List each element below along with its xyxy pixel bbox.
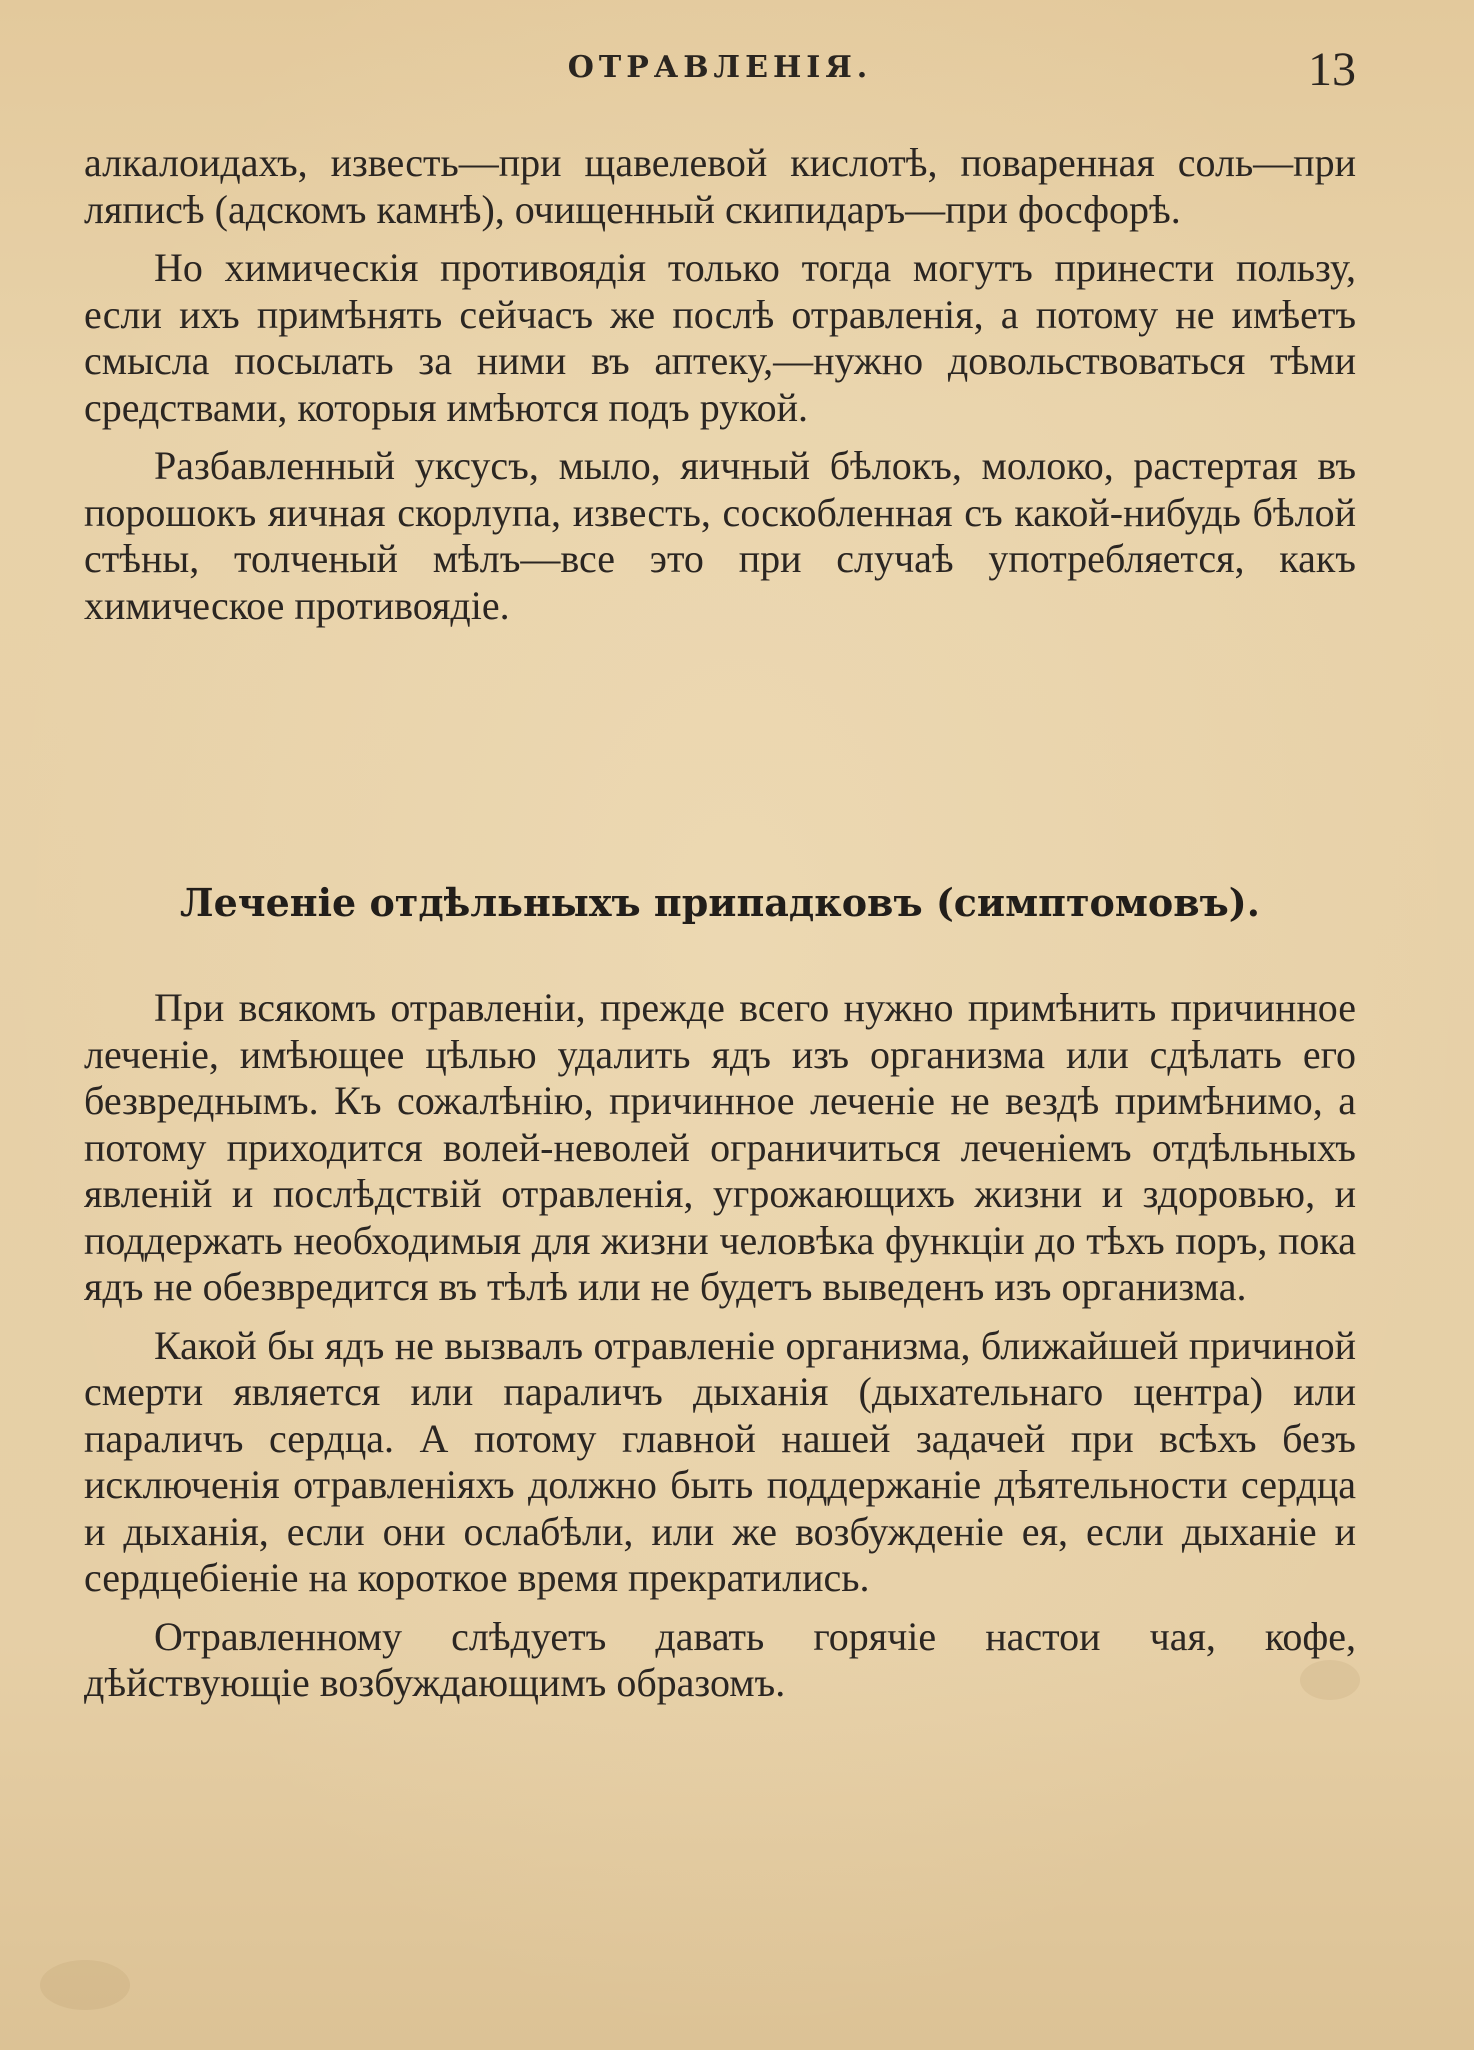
paragraph: Какой бы ядъ не вызвалъ отравленіе организма, ближайшей причиной смерти является или параличъ дыханія (дыхательнаго центра) или параличъ сердца. А потому главной нашей задачей при всѣхъ безъ исключенія отравленіяхъ должно быть поддержаніе дѣятельности сердца и дыханія, если они ослабѣли, или же возбужденіе ея, если дыханіе и сердцебіеніе на короткое время прекратились. (84, 1322, 1356, 1600)
paragraph: Отравленному слѣдуетъ давать горячіе настои чая, кофе, дѣйствующіе возбуждающимъ образомъ. (84, 1613, 1356, 1705)
paragraph: Разбавленный уксусъ, мыло, яичный бѣлокъ, молоко, растертая въ порошокъ яичная скорлупа, известь, соскобленная съ какой-нибудь бѣлой стѣны, толченый мѣлъ—все это при случаѣ употребляется, какъ химическое противоядіе. (84, 443, 1356, 628)
page-number: 13 (1308, 43, 1356, 96)
paper-stain (40, 1960, 130, 2010)
paragraph: алкалоидахъ, известь—при щавелевой кислотѣ, поваренная соль—при ляписѣ (адскомъ камнѣ), очищенный скипидаръ—при фосфорѣ. (84, 140, 1356, 232)
running-head (84, 42, 1356, 102)
paragraph: При всякомъ отравленіи, прежде всего нужно примѣнить причинное леченіе, имѣющее цѣлью удалить ядъ изъ организма или сдѣлать его безвреднымъ. Къ сожалѣнію, причинное леченіе не вездѣ примѣнимо, а потому приходится волей-неволей ограничиться леченіемъ отдѣльныхъ явленій и послѣдствій отравленія, угрожающихъ жизни и здоровью, и поддержать необходимыя для жизни человѣка функціи до тѣхъ поръ, пока ядъ не обезвредится въ тѣлѣ или не будетъ выведенъ изъ организма. (84, 985, 1356, 1309)
section-heading: Леченіе отдѣльныхъ припадковъ (симптомовъ). (180, 880, 1260, 925)
paragraph: Но химическія противоядія только тогда могутъ принести пользу, если ихъ примѣнять сейчасъ же послѣ отравленія, а потому не имѣетъ смысла посылать за ними въ аптеку,—нужно довольствоваться тѣми средствами, которыя имѣются подъ рукой. (84, 245, 1356, 430)
text-block-section (84, 985, 1356, 1719)
running-title: ОТРАВЛЕНІЯ. (567, 50, 873, 85)
text-block-intro (84, 140, 1356, 641)
